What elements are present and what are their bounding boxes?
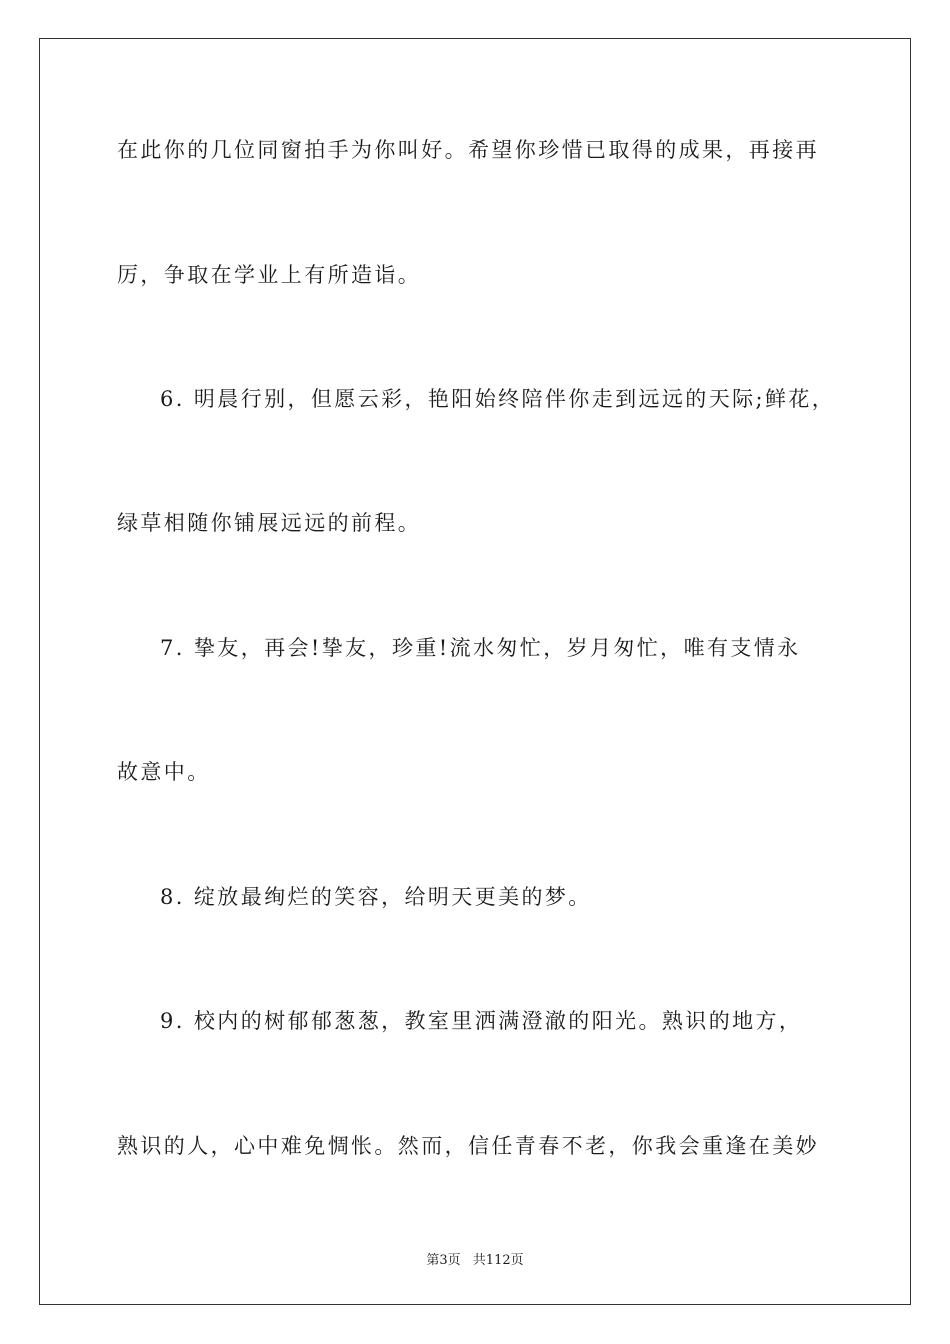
- page-footer: [0, 1249, 950, 1268]
- text-line: 故意中。: [117, 760, 211, 784]
- page-total: 共112页: [472, 1253, 524, 1268]
- text-line: 厉，争取在学业上有所造诣。: [117, 263, 422, 287]
- page-border: [39, 38, 911, 1305]
- text-line: 6. 明晨行别，但愿云彩，艳阳始终陪伴你走到远远的天际;鲜花，: [160, 387, 836, 411]
- text-line: 8. 绽放最绚烂的笑容，给明天更美的梦。: [160, 885, 592, 909]
- text-line: 7. 挚友，再会!挚友，珍重!流水匆忙，岁月匆忙，唯有支情永: [160, 636, 801, 660]
- text-line: 绿草相随你铺展远远的前程。: [117, 511, 422, 535]
- text-line: 在此你的几位同窗拍手为你叫好。希望你珍惜已取得的成果，再接再: [117, 138, 819, 162]
- page-number: 第3页: [426, 1253, 461, 1268]
- text-line: 熟识的人，心中难免惆怅。然而，信任青春不老，你我会重逢在美妙: [117, 1134, 819, 1158]
- text-line: 9. 校内的树郁郁葱葱，教室里洒满澄澈的阳光。熟识的地方，: [160, 1009, 803, 1033]
